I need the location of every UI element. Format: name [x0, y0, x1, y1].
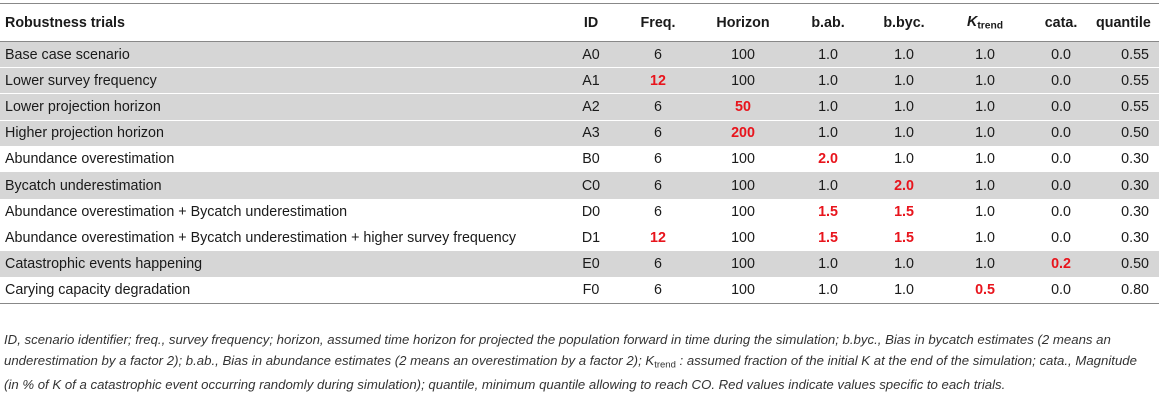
table-row — [0, 277, 1159, 303]
cell-ktrend: 1.0 — [975, 203, 995, 220]
cell-id: A2 — [582, 98, 600, 115]
table-row — [0, 199, 1159, 225]
cell-quantile: 0.30 — [1121, 151, 1149, 168]
header-horizon: Horizon — [716, 14, 770, 31]
cell-quantile: 0.30 — [1121, 229, 1149, 246]
table-caption — [4, 330, 1154, 396]
cell-ktrend: 0.5 — [975, 282, 995, 299]
cell-quantile: 0.55 — [1121, 46, 1149, 63]
header-freq: Freq. — [640, 14, 676, 31]
header-robustness-trials: Robustness trials — [5, 14, 125, 31]
cell-horizon: 100 — [731, 151, 755, 168]
cell-horizon: 100 — [731, 203, 755, 220]
header-ktrend-k: K — [966, 13, 978, 30]
cell-quantile: 0.55 — [1121, 72, 1149, 89]
header-row — [0, 4, 1159, 42]
header-quantile: quantile — [1096, 14, 1151, 31]
cell-bab: 1.0 — [818, 177, 838, 194]
cell-bbyc: 1.0 — [894, 151, 914, 168]
cell-cata: 0.2 — [1051, 256, 1071, 273]
table-row — [0, 251, 1159, 277]
cell-freq: 6 — [654, 256, 662, 273]
caption-ksub: trend — [654, 358, 676, 370]
cell-name: Lower projection horizon — [5, 98, 161, 115]
cell-quantile: 0.50 — [1121, 125, 1149, 142]
cell-bbyc: 1.5 — [894, 203, 914, 220]
cell-cata: 0.0 — [1051, 203, 1071, 220]
cell-bbyc: 1.0 — [894, 125, 914, 142]
cell-cata: 0.0 — [1051, 98, 1071, 115]
cell-cata: 0.0 — [1051, 229, 1071, 246]
cell-name: Bycatch underestimation — [5, 177, 162, 194]
cell-bbyc: 1.0 — [894, 282, 914, 299]
caption-k: K — [645, 352, 655, 368]
cell-id: B0 — [582, 151, 600, 168]
cell-ktrend: 1.0 — [975, 98, 995, 115]
cell-id: D0 — [581, 203, 601, 220]
table-header — [0, 4, 1159, 42]
caption-part1: ID, scenario identifier; freq., survey frequency; horizon, assumed time horizon for projected the population forward in time during the simulation; b.byc., Bias in bycatch estimates (2 means an underestimation by a factor 2); b.ab., Bias in abundance estimates (2 means an overestimation by a factor 2); — [4, 332, 1111, 368]
cell-id: F0 — [582, 282, 600, 299]
cell-quantile: 0.30 — [1121, 177, 1149, 194]
cell-freq: 6 — [654, 203, 662, 220]
cell-id: C0 — [581, 177, 601, 194]
cell-name: Abundance overestimation + Bycatch underestimation + higher survey frequency — [5, 229, 517, 246]
cell-bbyc: 1.0 — [894, 72, 914, 89]
cell-bab: 1.0 — [818, 282, 838, 299]
cell-name: Higher projection horizon — [5, 125, 164, 142]
table-row — [0, 120, 1159, 146]
cell-bbyc: 1.0 — [894, 98, 914, 115]
cell-quantile: 0.55 — [1121, 98, 1149, 115]
cell-ktrend: 1.0 — [975, 72, 995, 89]
cell-cata: 0.0 — [1051, 46, 1071, 63]
cell-freq: 12 — [650, 72, 666, 89]
table-row — [0, 68, 1159, 94]
cell-id: D1 — [581, 229, 601, 246]
header-cata: cata. — [1044, 14, 1078, 31]
cell-horizon: 100 — [731, 177, 755, 194]
cell-ktrend: 1.0 — [975, 177, 995, 194]
table-body — [0, 42, 1159, 304]
cell-id: E0 — [582, 256, 600, 273]
cell-horizon: 100 — [731, 72, 755, 89]
header-bab: b.ab. — [811, 14, 845, 31]
cell-horizon: 100 — [731, 46, 755, 63]
cell-horizon: 100 — [731, 282, 755, 299]
cell-freq: 12 — [650, 229, 666, 246]
cell-freq: 6 — [654, 151, 662, 168]
cell-ktrend: 1.0 — [975, 151, 995, 168]
header-bbyc: b.byc. — [883, 14, 925, 31]
cell-bab: 1.0 — [818, 46, 838, 63]
cell-freq: 6 — [654, 282, 662, 299]
table-row — [0, 42, 1159, 68]
cell-ktrend: 1.0 — [975, 46, 995, 63]
cell-horizon: 100 — [731, 256, 755, 273]
cell-bbyc: 1.0 — [894, 46, 914, 63]
cell-bbyc: 1.0 — [894, 256, 914, 273]
cell-quantile: 0.80 — [1121, 282, 1149, 299]
cell-bab: 1.0 — [818, 98, 838, 115]
cell-name: Abundance overestimation — [5, 151, 175, 168]
header-id: ID — [583, 14, 599, 31]
cell-bab: 1.0 — [818, 256, 838, 273]
cell-freq: 6 — [654, 177, 662, 194]
cell-horizon: 50 — [735, 98, 751, 115]
cell-freq: 6 — [654, 46, 662, 63]
cell-name: Base case scenario — [5, 46, 130, 63]
cell-ktrend: 1.0 — [975, 229, 995, 246]
cell-bab: 2.0 — [818, 151, 838, 168]
cell-ktrend: 1.0 — [975, 256, 995, 273]
cell-id: A0 — [582, 46, 600, 63]
table-row — [0, 94, 1159, 120]
cell-freq: 6 — [654, 98, 662, 115]
cell-cata: 0.0 — [1051, 72, 1071, 89]
cell-cata: 0.0 — [1051, 125, 1071, 142]
cell-name: Lower survey frequency — [5, 72, 157, 89]
cell-horizon: 100 — [731, 229, 755, 246]
cell-quantile: 0.50 — [1121, 256, 1149, 273]
cell-cata: 0.0 — [1051, 282, 1071, 299]
cell-name: Carying capacity degradation — [5, 282, 191, 299]
cell-ktrend: 1.0 — [975, 125, 995, 142]
cell-bab: 1.0 — [818, 125, 838, 142]
cell-bab: 1.5 — [818, 229, 838, 246]
header-ktrend — [944, 4, 1026, 42]
robustness-trials-table — [0, 3, 1159, 304]
cell-bab: 1.5 — [818, 203, 838, 220]
table-row — [0, 172, 1159, 198]
header-ktrend-sub: trend — [977, 20, 1004, 32]
cell-horizon: 200 — [731, 125, 755, 142]
table-row — [0, 225, 1159, 251]
cell-id: A3 — [582, 125, 600, 142]
cell-bbyc: 1.5 — [894, 229, 914, 246]
table-row — [0, 146, 1159, 172]
cell-bab: 1.0 — [818, 72, 838, 89]
cell-id: A1 — [582, 72, 600, 89]
cell-name: Abundance overestimation + Bycatch underestimation — [5, 203, 348, 220]
cell-bbyc: 2.0 — [894, 177, 914, 194]
cell-name: Catastrophic events happening — [5, 256, 203, 273]
cell-quantile: 0.30 — [1121, 203, 1149, 220]
caption-part2: : assumed fraction of the initial K at the end of the simulation; cata., Magnitude (in % of K of a catastrophic event occurring randomly during simulation); quantile, minimum quantile allowing to reach CO. Red values indicate values specific to each trials. — [4, 352, 1137, 393]
cell-freq: 6 — [654, 125, 662, 142]
cell-cata: 0.0 — [1051, 151, 1071, 168]
cell-cata: 0.0 — [1051, 177, 1071, 194]
